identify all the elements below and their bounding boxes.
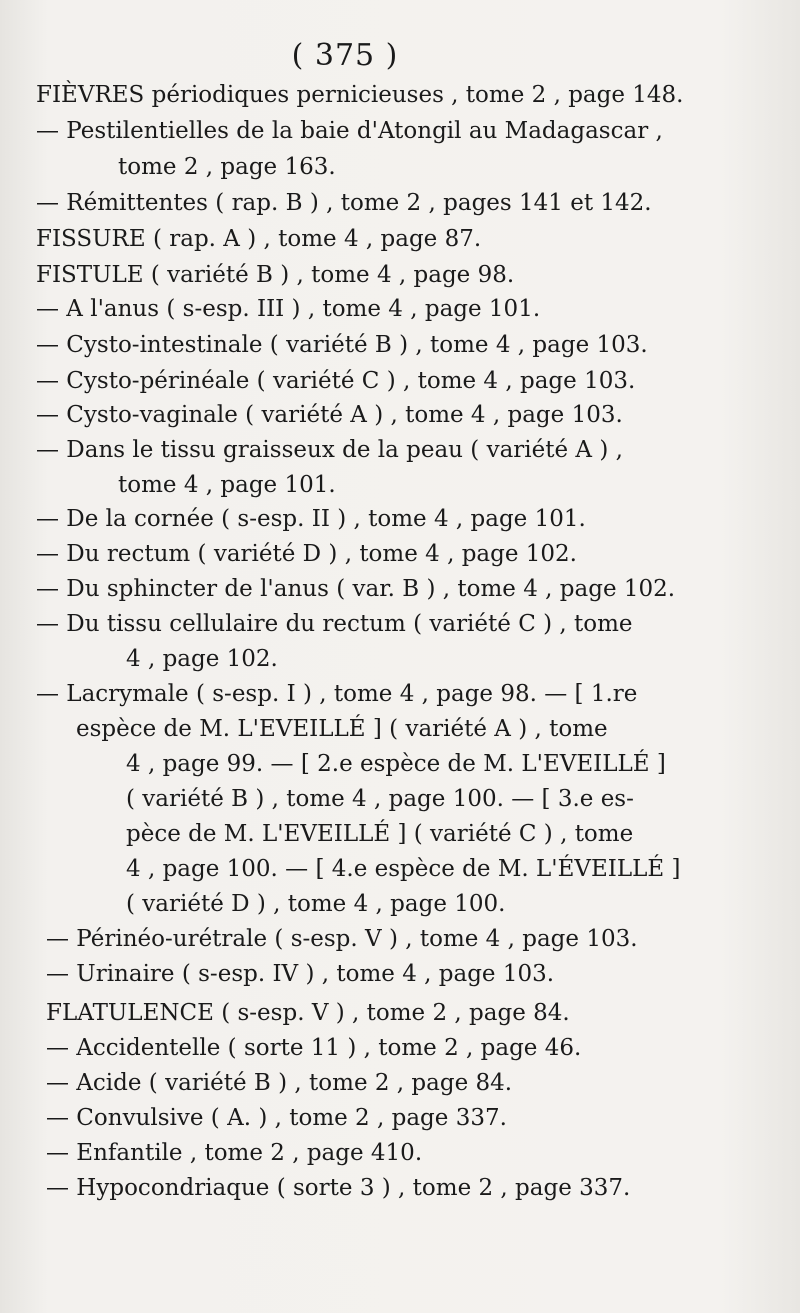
index-line-urinaire: — Urinaire ( s-esp. IV ) , tome 4 , page 103.	[46, 961, 555, 987]
index-line-cysto-perineale: — Cysto-périnéale ( variété C ) , tome 4 , page 103.	[36, 368, 636, 394]
index-line-fievres: FIÈVRES périodiques pernicieuses , tome 2 , page 148.	[36, 82, 684, 108]
index-line-enfantile: — Enfantile , tome 2 , page 410.	[46, 1140, 423, 1166]
index-line-tissu-cellulaire: — Du tissu cellulaire du rectum ( variété C ) , tome	[36, 611, 633, 637]
index-line-continuation: 4 , page 100. — [ 4.e espèce de M. L'ÉVEILLÉ ]	[126, 856, 681, 882]
index-line-continuation: tome 4 , page 101.	[118, 472, 336, 498]
index-line-convulsive: — Convulsive ( A. ) , tome 2 , page 337.	[46, 1105, 507, 1131]
index-line-rectum: — Du rectum ( variété D ) , tome 4 , page 102.	[36, 541, 577, 567]
index-line-continuation: ( variété D ) , tome 4 , page 100.	[126, 891, 506, 917]
index-line-lacrymale: — Lacrymale ( s-esp. I ) , tome 4 , page 98. — [ 1.re	[36, 681, 638, 707]
index-line-sphincter: — Du sphincter de l'anus ( var. B ) , tome 4 , page 102.	[36, 576, 676, 602]
index-line-hypocondriaque: — Hypocondriaque ( sorte 3 ) , tome 2 , page 337.	[46, 1175, 631, 1201]
index-line-fissure: FISSURE ( rap. A ) , tome 4 , page 87.	[36, 226, 482, 252]
index-line-tissu-graisseux: — Dans le tissu graisseux de la peau ( variété A ) ,	[36, 437, 623, 463]
index-line-cysto-vaginale: — Cysto-vaginale ( variété A ) , tome 4 , page 103.	[36, 402, 623, 428]
index-line-continuation: pèce de M. L'EVEILLÉ ] ( variété C ) , tome	[126, 821, 634, 847]
index-line-cysto-intestinale: — Cysto-intestinale ( variété B ) , tome 4 , page 103.	[36, 332, 648, 358]
index-line-continuation: 4 , page 99. — [ 2.e espèce de M. L'EVEILLÉ ]	[126, 751, 666, 777]
index-line-accidentelle: — Accidentelle ( sorte 11 ) , tome 2 , page 46.	[46, 1035, 582, 1061]
index-line-perineo-uretrale: — Périnéo-urétrale ( s-esp. V ) , tome 4 , page 103.	[46, 926, 638, 952]
index-line-continuation: tome 2 , page 163.	[118, 154, 336, 180]
index-line-continuation: espèce de M. L'EVEILLÉ ] ( variété A ) , tome	[76, 716, 608, 742]
index-line-anus: — A l'anus ( s-esp. III ) , tome 4 , page 101.	[36, 296, 541, 322]
index-line-cornee: — De la cornée ( s-esp. II ) , tome 4 , page 101.	[36, 506, 586, 532]
index-line-flatulence: FLATULENCE ( s-esp. V ) , tome 2 , page 84.	[46, 1000, 570, 1026]
index-line-pestilentielles: — Pestilentielles de la baie d'Atongil au Madagascar ,	[36, 118, 663, 144]
index-line-continuation: 4 , page 102.	[126, 646, 278, 672]
index-line-acide: — Acide ( variété B ) , tome 2 , page 84.	[46, 1070, 513, 1096]
index-line-remittentes: — Rémittentes ( rap. B ) , tome 2 , pages 141 et 142.	[36, 190, 652, 216]
page-number: ( 375 )	[291, 38, 399, 73]
index-line-fistule: FISTULE ( variété B ) , tome 4 , page 98.	[36, 262, 515, 288]
index-line-continuation: ( variété B ) , tome 4 , page 100. — [ 3.e es-	[126, 786, 634, 812]
